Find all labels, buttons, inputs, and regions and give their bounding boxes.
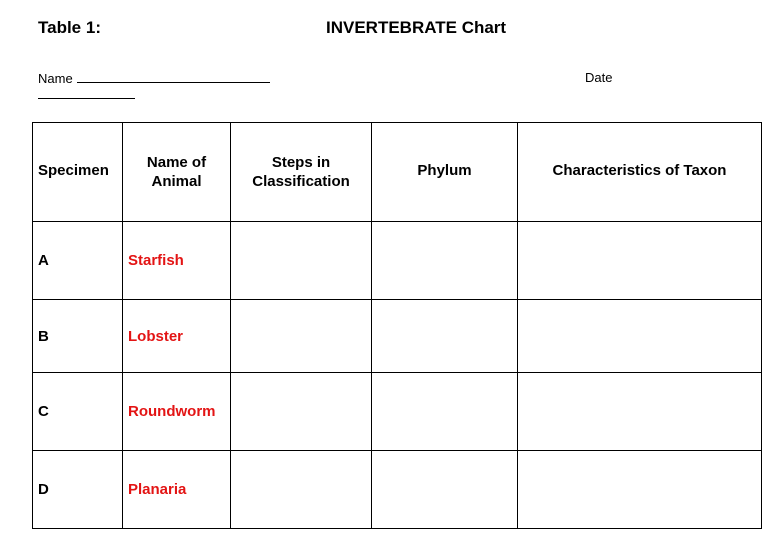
name-label: Name xyxy=(38,71,73,86)
column-header-specimen: Specimen xyxy=(33,123,123,222)
page-title: INVERTEBRATE Chart xyxy=(326,18,507,37)
animal-name-cell: Lobster xyxy=(123,300,231,373)
characteristics-cell[interactable] xyxy=(518,300,762,373)
characteristics-cell[interactable] xyxy=(518,451,762,529)
characteristics-cell[interactable] xyxy=(518,222,762,300)
animal-name-cell: Roundworm xyxy=(123,373,231,451)
table-row xyxy=(33,373,762,451)
date-label: Date xyxy=(585,70,613,85)
phylum-cell[interactable] xyxy=(372,373,518,451)
steps-cell[interactable] xyxy=(231,300,372,373)
specimen-cell: C xyxy=(33,373,123,451)
table-row xyxy=(33,451,762,529)
table-row xyxy=(33,300,762,373)
date-blank-line xyxy=(38,98,135,99)
animal-name-cell: Planaria xyxy=(123,451,231,529)
table-header-row xyxy=(33,123,762,222)
column-header-phylum: Phylum xyxy=(372,123,518,222)
table-label: Table 1: xyxy=(38,18,101,37)
table-row xyxy=(33,222,762,300)
column-header-characteristics-of-taxon: Characteristics of Taxon xyxy=(518,123,762,222)
invertebrate-table xyxy=(32,122,762,529)
steps-cell[interactable] xyxy=(231,222,372,300)
column-header-name-of-animal: Name of Animal xyxy=(123,123,231,222)
specimen-cell: B xyxy=(33,300,123,373)
specimen-cell: A xyxy=(33,222,123,300)
specimen-cell: D xyxy=(33,451,123,529)
characteristics-cell[interactable] xyxy=(518,373,762,451)
phylum-cell[interactable] xyxy=(372,451,518,529)
name-blank-line xyxy=(77,70,270,83)
name-field xyxy=(38,70,270,87)
column-header-steps-in-classification: Steps in Classification xyxy=(231,123,372,222)
steps-cell[interactable] xyxy=(231,373,372,451)
animal-name-cell: Starfish xyxy=(123,222,231,300)
phylum-cell[interactable] xyxy=(372,300,518,373)
steps-cell[interactable] xyxy=(231,451,372,529)
phylum-cell[interactable] xyxy=(372,222,518,300)
